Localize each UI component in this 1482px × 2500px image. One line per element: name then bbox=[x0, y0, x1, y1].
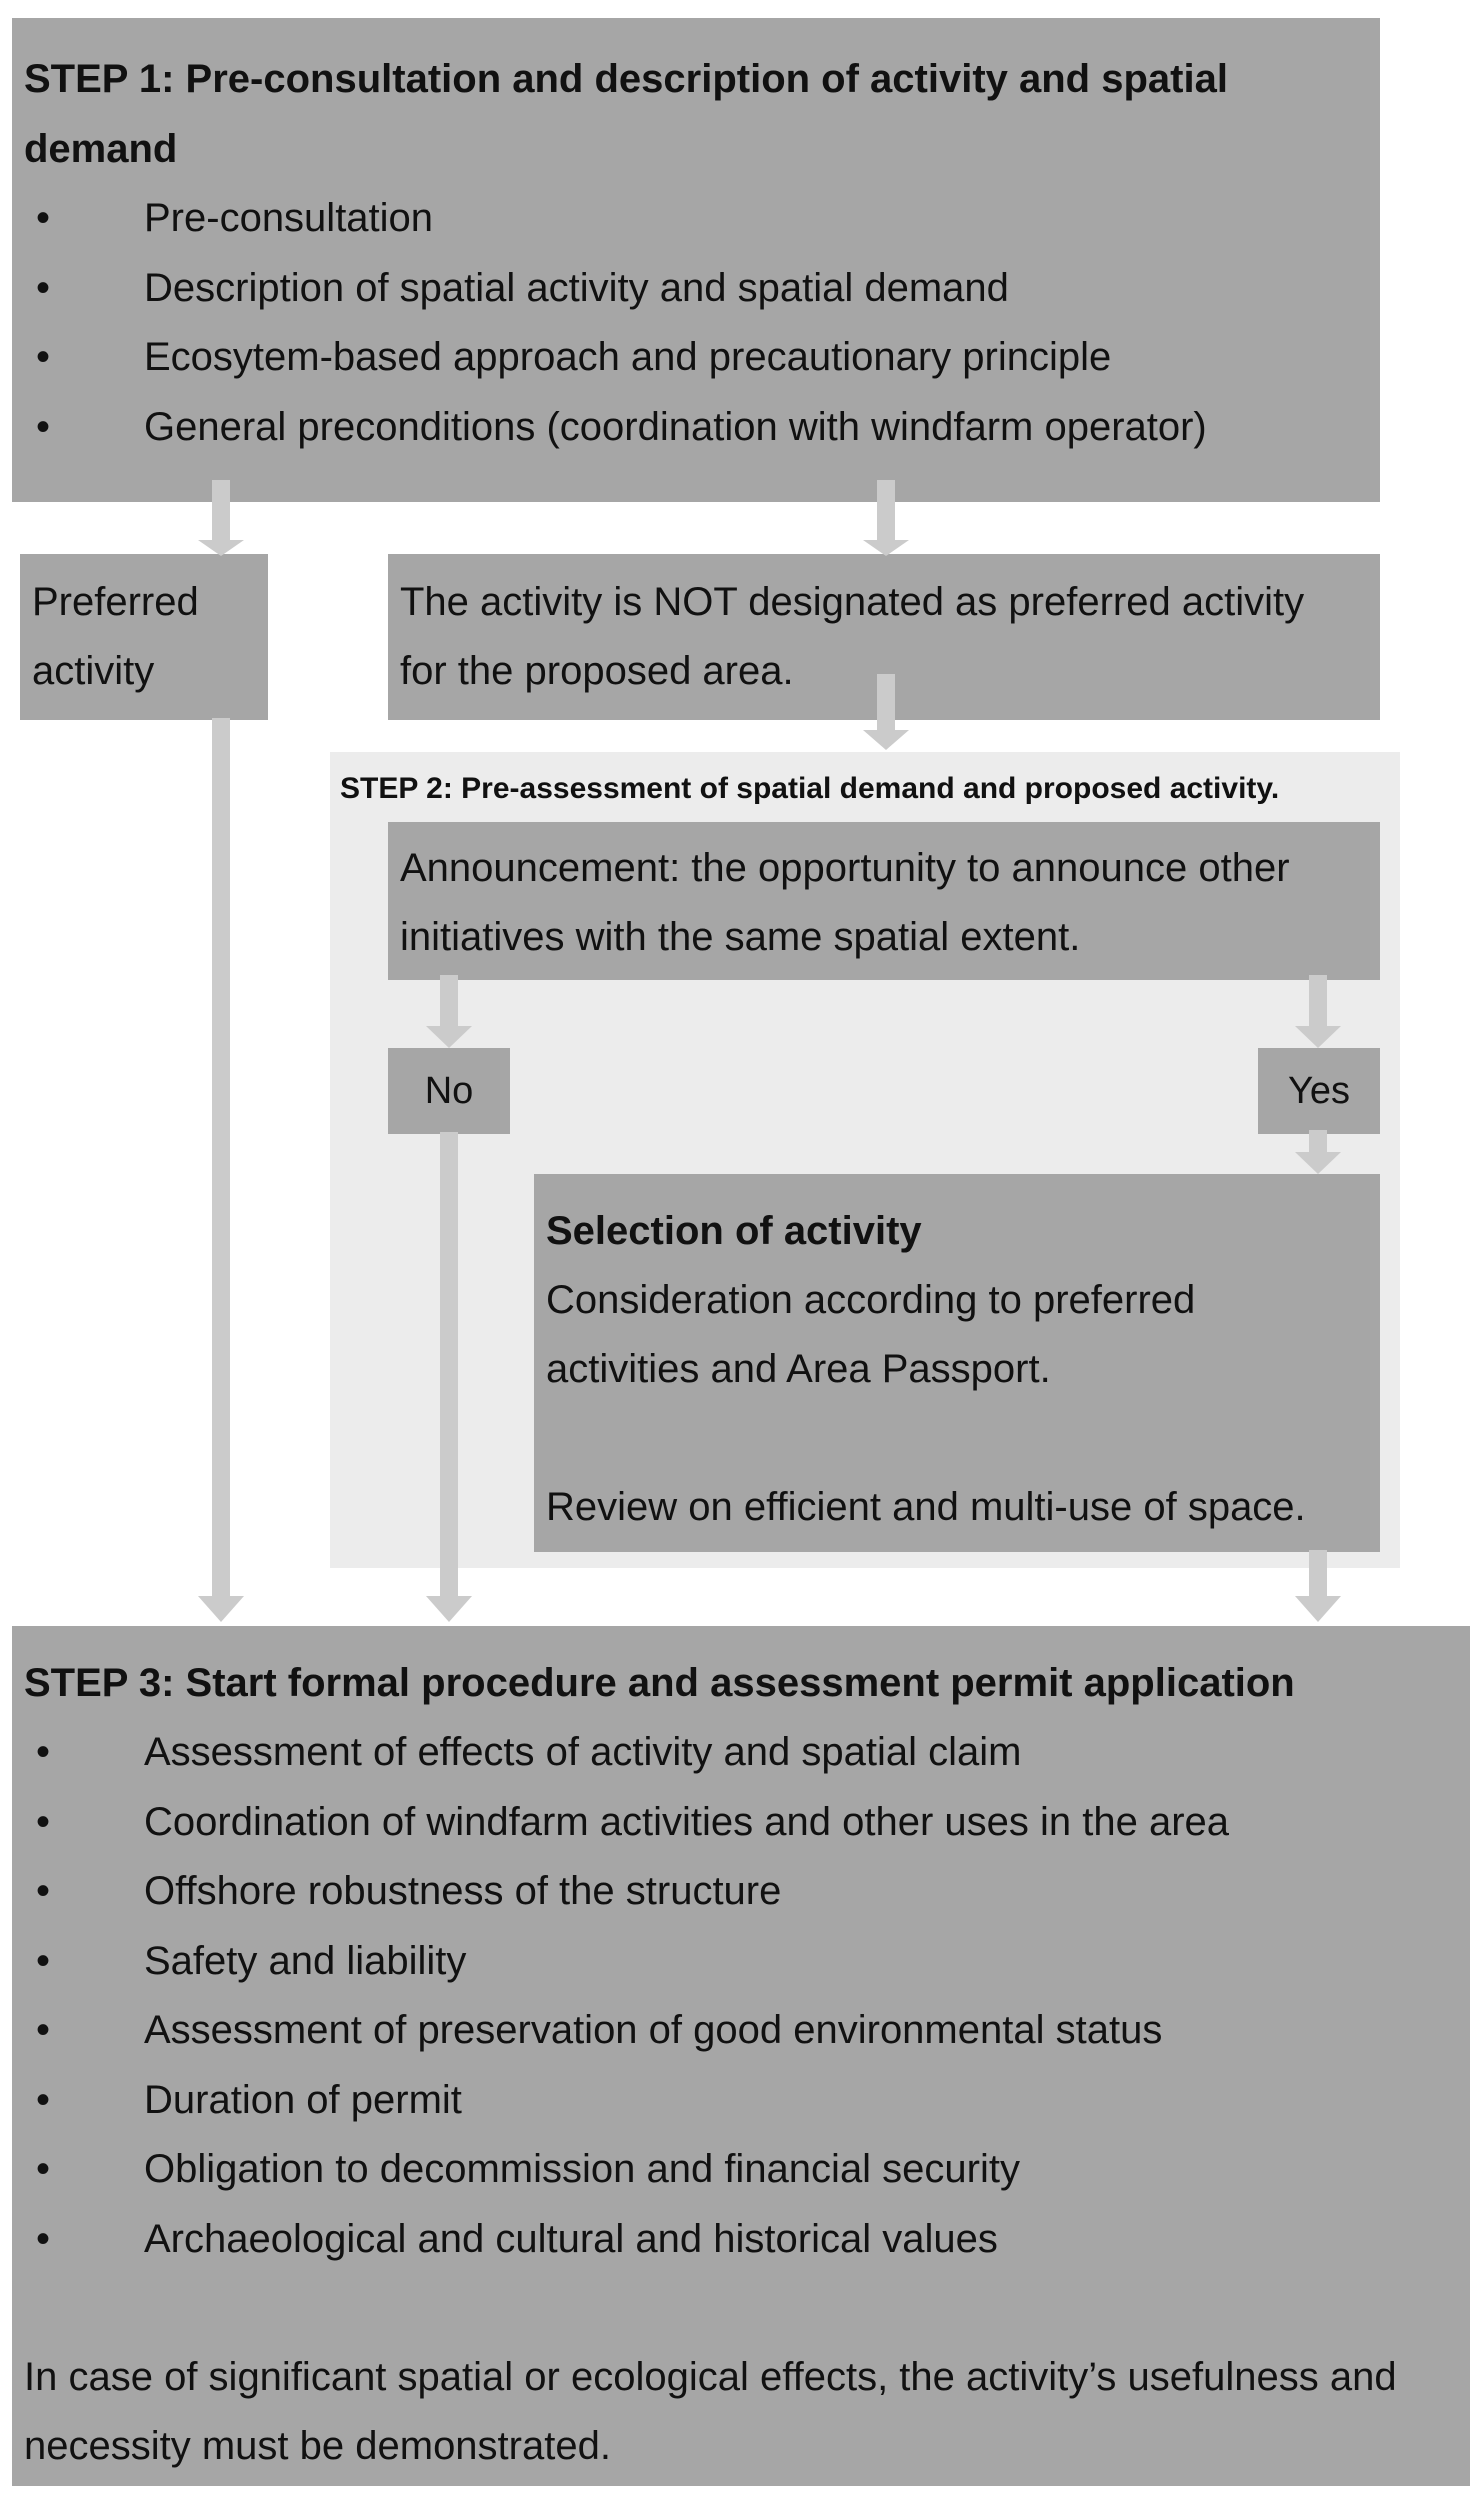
bullet-icon: • bbox=[36, 1869, 51, 1913]
no-label: No bbox=[424, 1069, 474, 1112]
list-item: • Duration of permit bbox=[24, 2066, 1458, 2136]
bullet-icon: • bbox=[36, 2077, 51, 2122]
arrow-announcement-to-yes bbox=[1295, 975, 1341, 1048]
arrow-no-to-step3 bbox=[426, 1132, 472, 1622]
step3-note: In case of significant spatial or ecological effects, the activity’s usefulness and necessity must be demonstrated. bbox=[24, 2355, 1397, 2468]
arrow-selection-to-step3 bbox=[1295, 1550, 1341, 1622]
step2-title: STEP 2: Pre-assessment of spatial demand and proposed activity. bbox=[340, 772, 1280, 805]
arrow-announcement-to-no bbox=[426, 975, 472, 1048]
list-item: • Assessment of effects of activity and spatial claim bbox=[24, 1718, 1458, 1788]
list-item: • Coordination of windfarm activities and other uses in the area bbox=[24, 1788, 1458, 1858]
list-item: • Assessment of preservation of good environmental status bbox=[24, 1996, 1458, 2066]
arrow-preferred-to-step3 bbox=[198, 718, 244, 1622]
list-item: • Ecosytem-based approach and precautionary principle bbox=[24, 323, 1368, 393]
bullet-icon: • bbox=[36, 404, 51, 449]
list-item: • Obligation to decommission and financial security bbox=[24, 2135, 1458, 2205]
list-item: • General preconditions (coordination with windfarm operator) bbox=[24, 393, 1368, 463]
bullet-icon: • bbox=[36, 2216, 51, 2261]
selection-text-2: Review on efficient and multi-use of space. bbox=[546, 1485, 1306, 1529]
list-item: • Offshore robustness of the structure bbox=[24, 1857, 1458, 1927]
step3-title: STEP 3: Start formal procedure and assessment permit application bbox=[24, 1661, 1295, 1705]
not-designated-label: The activity is NOT designated as preferred activity for the proposed area. bbox=[400, 580, 1305, 693]
bullet-icon: • bbox=[36, 335, 51, 379]
selection-title: Selection of activity bbox=[546, 1209, 922, 1253]
arrow-yes-to-selection bbox=[1295, 1130, 1341, 1174]
selection-text-1: Consideration according to preferred activities and Area Passport. bbox=[546, 1278, 1196, 1391]
announcement-text: Announcement: the opportunity to announce other initiatives with the same spatial extent. bbox=[400, 846, 1290, 959]
yes-label: Yes bbox=[1288, 1069, 1350, 1112]
list-item: • Archaeological and cultural and historical values bbox=[24, 2205, 1458, 2275]
arrow-step1-to-preferred bbox=[198, 480, 244, 556]
arrow-step1-to-not-designated bbox=[863, 480, 909, 556]
bullet-icon: • bbox=[36, 2008, 51, 2052]
list-item: • Description of spatial activity and spatial demand bbox=[24, 254, 1368, 324]
arrow-not-designated-to-step2 bbox=[863, 674, 909, 750]
bullet-icon: • bbox=[36, 1730, 51, 1774]
bullet-icon: • bbox=[36, 2147, 51, 2191]
bullet-icon: • bbox=[36, 1938, 51, 1983]
bullet-icon: • bbox=[36, 196, 51, 240]
step1-title: STEP 1: Pre-consultation and description of activity and spatial demand bbox=[24, 57, 1228, 171]
preferred-activity-label: Preferred activity bbox=[32, 580, 199, 693]
bullet-icon: • bbox=[36, 265, 51, 310]
list-item: • Safety and liability bbox=[24, 1927, 1458, 1997]
bullet-icon: • bbox=[36, 1799, 51, 1844]
list-item: • Pre-consultation bbox=[24, 184, 1368, 254]
